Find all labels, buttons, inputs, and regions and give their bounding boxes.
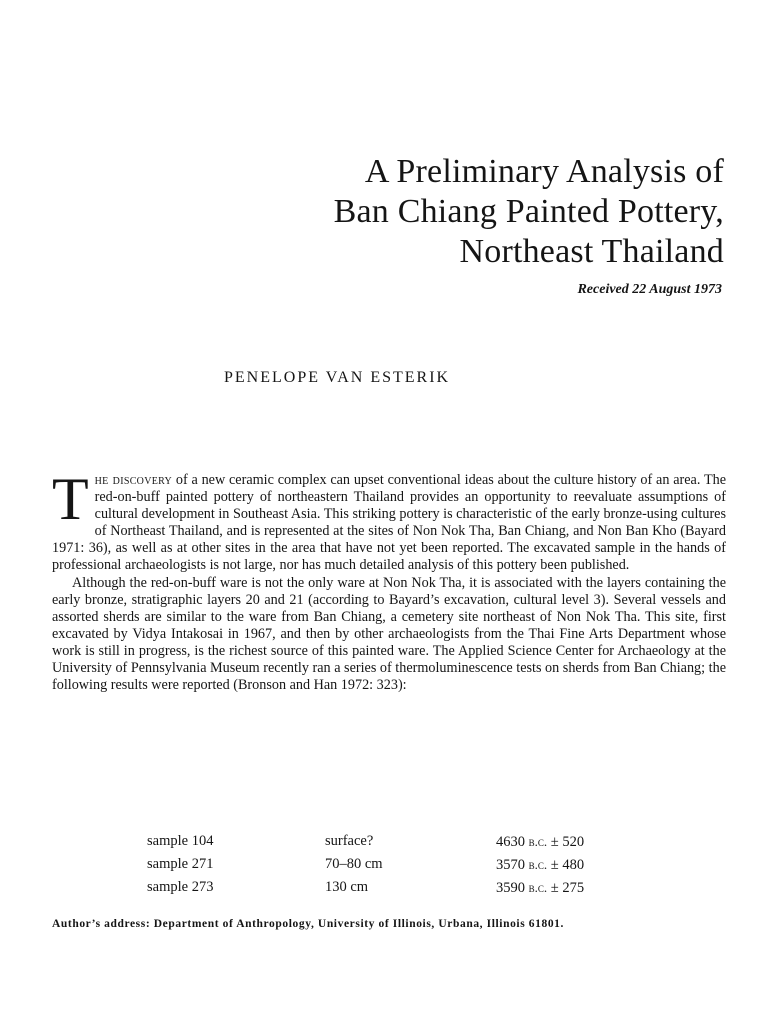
sample-error: ± 480 [550,857,585,873]
sample-error: ± 275 [550,880,585,896]
article-title [334,152,724,272]
sample-table [147,830,667,899]
drop-cap: T [52,466,89,532]
sample-era: b.c. [528,834,548,849]
sample-row [147,876,667,899]
sample-date [496,830,584,854]
sample-era: b.c. [528,880,548,895]
article-body [52,466,726,694]
sample-depth: 70–80 cm [325,856,383,872]
title-line-1: A Preliminary Analysis of [364,153,724,190]
author-address-footnote: Author’s address: Department of Anthropology, University of Illinois, Urbana, Illinois 61801. [52,918,564,930]
sample-depth: surface? [325,833,374,849]
sample-date [496,853,584,877]
sample-depth: 130 cm [325,879,369,895]
sample-id: sample 271 [147,856,214,872]
received-date: Received 22 August 1973 [577,282,722,297]
paragraph-2: Although the red-on-buff ware is not the only ware at Non Nok Tha, it is associated with the layers containing the early bronze, stratigraphic layers 20 and 21 (according to Bayard’s excavation, cultural level 3). Several vessels and assorted sherds are similar to the ware from Ban Chiang, a cemetery site northeast of Non Nok Tha. This site, first excavated by Vidya Intakosai in 1967, and then by other archaeologists from the Thai Fine Arts Department whose work is still in progress, is the richest source of this painted ware. The Applied Science Center for Archaeology at the University of Pennsylvania Museum recently ran a series of thermoluminescence tests on sherds from Ban Chiang; the following results were reported (Bronson and Han 1972: 323): [52,574,726,694]
title-line-2: Ban Chiang Painted Pottery, [333,193,724,230]
sample-year: 4630 [496,834,525,850]
sample-year: 3590 [496,880,525,896]
sample-year: 3570 [496,857,525,873]
paragraph-1-text: of a new ceramic complex can upset conventional ideas about the culture history of an area. The red-on-buff painted pottery of northeastern Thailand provides an opportunity to reevaluate assumptions of cultural development in Southeast Asia. This striking pottery is characteristic of the early bronze-using cultures of Northeast Thailand, and is represented at the sites of Non Nok Tha, Ban Chiang, and Non Ban Kho (Bayard 1971: 36), as well as at other sites in the area that have not yet been reported. The excavated sample in the hands of professional archaeologists is not large, nor has much detailed analysis of this pottery been published. [52,472,726,574]
sample-era: b.c. [528,857,548,872]
lead-in-smallcaps: he discovery [94,472,173,488]
title-line-3: Northeast Thailand [459,233,724,270]
author-name: PENELOPE VAN ESTERIK [224,369,451,386]
sample-date [496,876,584,900]
sample-error: ± 520 [550,834,585,850]
sample-row [147,853,667,876]
sample-id: sample 104 [147,833,214,849]
sample-id: sample 273 [147,879,214,895]
paragraph-1 [52,466,726,575]
sample-row [147,830,667,853]
